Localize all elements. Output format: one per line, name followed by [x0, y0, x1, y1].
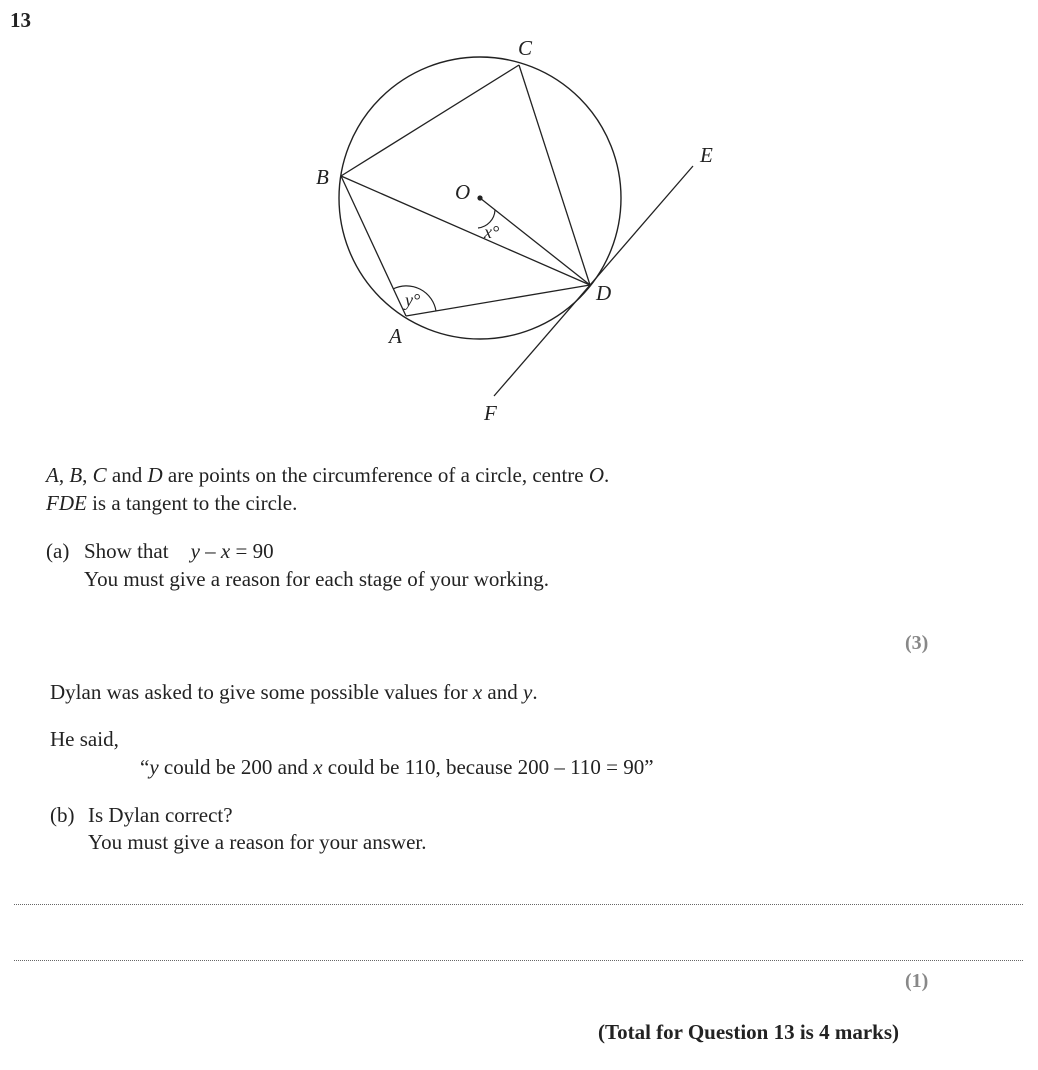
intro-line-1: A, B, C and D are points on the circumference of a circle, centre O. — [46, 463, 610, 487]
answer-line-2[interactable] — [14, 960, 1023, 961]
label-f: F — [484, 401, 497, 425]
chord-ad — [406, 285, 590, 316]
chord-bc — [341, 65, 519, 176]
dylan-line-1: Dylan was asked to give some possible values for x and y. — [50, 680, 538, 704]
part-a-reason: You must give a reason for each stage of your working. — [84, 567, 550, 591]
part-b-reason: You must give a reason for your answer. — [88, 830, 427, 854]
dylan-line-2: He said, — [50, 727, 119, 751]
centre-point — [477, 195, 482, 200]
part-b-marks: (1) — [905, 970, 929, 992]
total-marks: (Total for Question 13 is 4 marks) — [598, 1020, 900, 1044]
intro-line-2: FDE is a tangent to the circle. — [46, 491, 298, 515]
answer-line-1[interactable] — [14, 904, 1023, 905]
label-a: A — [389, 324, 402, 348]
label-d: D — [596, 281, 612, 305]
label-e: E — [700, 143, 713, 167]
question-number: 13 — [10, 8, 31, 32]
angle-x-label: x° — [484, 222, 500, 242]
part-a-instruction: Show that y – x = 90 — [84, 539, 274, 563]
part-a-marks: (3) — [905, 632, 929, 654]
chord-ba — [341, 176, 406, 316]
circle-theorem-diagram — [0, 0, 1038, 440]
part-a-label: (a) — [46, 539, 70, 563]
tangent-fde — [494, 166, 693, 396]
label-c: C — [518, 36, 533, 60]
label-o: O — [455, 180, 471, 204]
part-b-label: (b) — [50, 803, 75, 827]
dylan-quote: “y could be 200 and x could be 110, because 200 – 110 = 90” — [140, 755, 654, 779]
label-b: B — [316, 165, 329, 189]
angle-y-label: y° — [405, 290, 421, 310]
part-b-question: Is Dylan correct? — [88, 803, 233, 827]
